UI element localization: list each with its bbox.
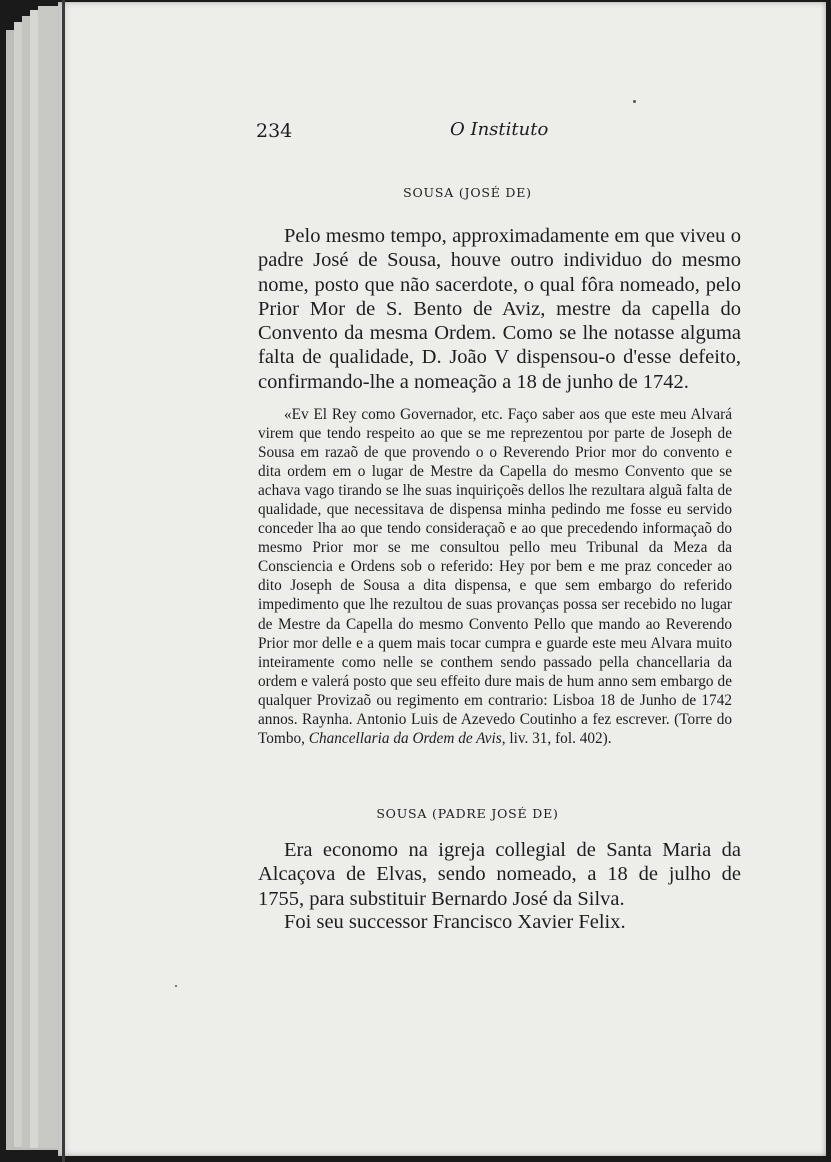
paper-speck xyxy=(633,100,636,103)
entry-paragraph: Foi seu successor Francisco Xavier Felix. xyxy=(284,911,626,933)
entry-paragraph: Pelo mesmo tempo, approximadamente em que viveu o padre José de Sousa, houve outro individuo do mesmo nome, posto que não sacerdote, o qual fôra nomeado, pelo Prior Mor de S. Bento de Aviz, mestre da capella do Convento da mesma Ordem. Como se lhe notasse alguma falta de qualidade, D. João V dispensou-o d'esse defeito, confirmando-lhe a nomeação a 18 de junho de 1742. xyxy=(258,225,741,393)
quotation-source-title: Chancellaria da Ordem de Avis xyxy=(308,729,502,747)
entry-title: SOUSA (PADRE JOSÉ DE) xyxy=(376,806,559,821)
paper-speck xyxy=(175,985,177,987)
entry-title: SOUSA (JOSÉ DE) xyxy=(403,185,532,200)
page-number: 234 xyxy=(256,120,293,142)
quotation-citation: , liv. 31, fol. 402). xyxy=(501,729,612,747)
document-quotation xyxy=(258,405,732,748)
page-gutter-line xyxy=(62,0,65,1162)
running-title: O Instituto xyxy=(450,119,549,140)
entry-paragraph: Era economo na igreja collegial de Santa Maria da Alcaçova de Elvas, sendo nomeado, a 18 de julho de 1755, para substituir Bernardo José da Silva. xyxy=(258,839,741,910)
quotation-text: «Ev El Rey como Governador, etc. Faço saber aos que este meu Alvará virem que tendo respeito ao que se me reprezentou por parte de Joseph de Sousa em razaõ de que provendo o o Reverendo Prior mor do convento e dita ordem em o lugar de Mestre da Capella do mesmo Convento que se achava vago tirando se lhe suas inquiriçoẽs dellos lhe rezultara alguã falta de qualidade, que necessitava de dispensa minha pedindo me fosse eu servido conceder lha ao que tendo consideraçaõ e ao que precedendo informaçaõ do mesmo Prior mor se me consultou pello meu Tribunal da Meza da Consciencia e Ordens sob o referido: Hey por bem e me praz conceder ao dito Joseph de Sousa a dita dispensa, e que sem embargo do referido impedimento que lhe rezultou de suas provanças possa ser recebido no lugar de Mestre da Capella do mesmo Convento Pello que mando ao Reverendo Prior mor delle e a quem mais tocar cumpra e guarde este meu Alvara muito inteiramente como nelle se conthem sendo passado pella chancellaria da ordem e valerá posto que seu effeito dure mais de hum anno sem embargo de qualquer Provizaõ ou regimento em contrario: Lisboa 18 de Junho de 1742 annos. Raynha. Antonio Luis de Azevedo Coutinho a fez escrever. (Torre do Tombo, xyxy=(258,406,732,747)
